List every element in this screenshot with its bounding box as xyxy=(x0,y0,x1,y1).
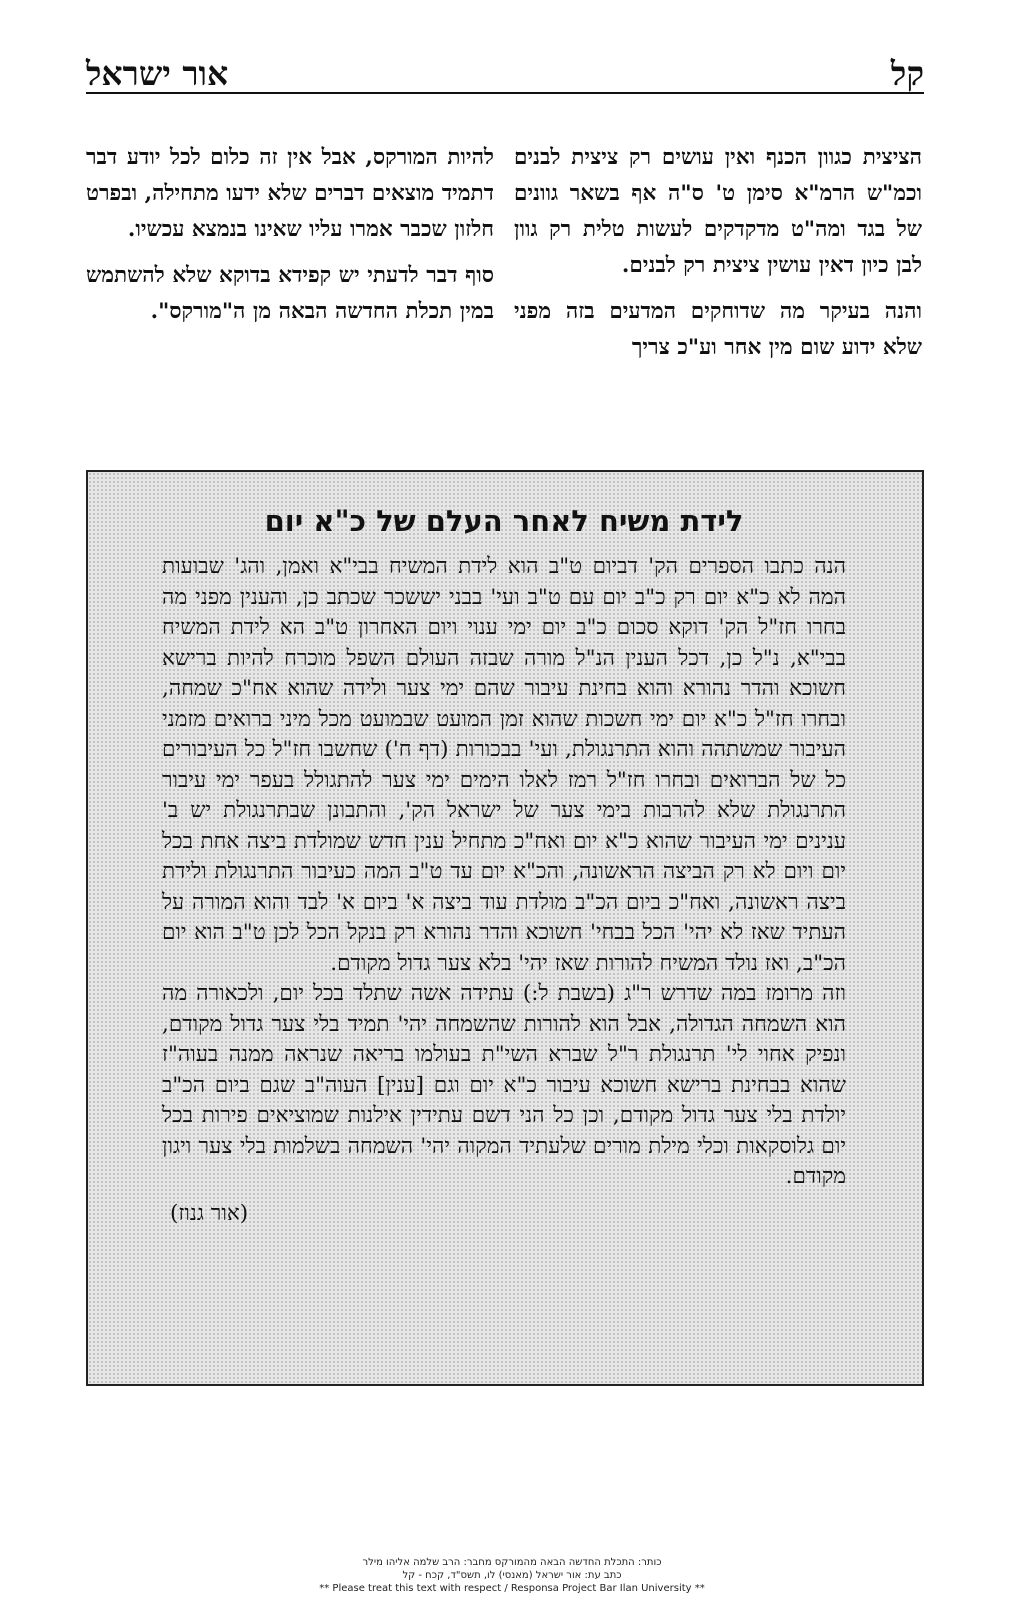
left-text-column xyxy=(86,140,494,340)
column-paragraph: הציצית כגוון הכנף ואין עושים רק ציצית לבנים וכמ"ש הרמ"א סימן ט' ס"ה אף בשאר גוונים של בגד ומה"ט מדקדקים לעשות טלית רק גוון לבן כיון דאין עושין ציצית רק לבנים. xyxy=(514,145,922,278)
footer-title-author: כותר: התכלת החדשה הבאה מהמורקס מחבר: הרב שלמה אליהו מילר xyxy=(362,1557,662,1568)
column-paragraph: להיות המורקס, אבל אין זה כלום לכל יודע דבר דתמיד מוצאים דברים שלא ידעו מתחילה, ובפרט חלזון שכבר אמרו עליו שאינו בנמצא עכשיו. xyxy=(86,145,494,242)
page-header xyxy=(86,52,924,94)
boxed-article-paragraph: וזה מרומז במה שדרש ר"ג (בשבת ל:) עתידה אשה שתלד בכל יום, ולכאורה מה הוא השמחה הגדולה, אבל הוא להורות שהשמחה יהי' תמיד בלי צער גדול מקודם, ונפיק אחוי לי' תרנגולת ר"ל שברא השי"ת בעולמו בריאה שנראה ממנה בעוה"ז שהוא בבחינת ברישא חשוכא עיבור כ"א יום וגם [ענין] העוה"ב שגם ביום הכ"ב יולדת בלי צער גדול מקודם, וכן כל הני דשם עתידין אילנות שמוציאים פירות בכל יום גלוסקאות וכלי מילת מורים שלעתיד המקוה יהי' השמחה בשלמות בלי צער ויגון מקודם. xyxy=(162,981,846,1189)
footer-journal-citation: כתב עת: אור ישראל (מאנסי) לו, תשס"ד, קכח - קל xyxy=(402,1570,622,1581)
journal-title: אור ישראל xyxy=(86,54,229,93)
boxed-article-body xyxy=(162,552,846,1193)
page-footer xyxy=(0,1556,1024,1595)
column-paragraph: והנה בעיקר מה שדוחקים המדעים בזה מפני שלא ידוע שום מין אחר וע"כ צריך xyxy=(514,299,922,360)
column-paragraph: סוף דבר לדעתי יש קפידא בדוקא שלא להשתמש במין תכלת החדשה הבאה מן ה"מורקס". xyxy=(86,263,494,324)
page-number: קל xyxy=(890,54,924,93)
footer-notice: ** Please treat this text with respect / Responsa Project Bar Ilan University ** xyxy=(319,1583,705,1594)
boxed-article-source: (אור גנוז) xyxy=(170,1200,249,1226)
right-text-column xyxy=(514,140,922,376)
boxed-article-paragraph: הנה כתבו הספרים הק' דביום ט"ב הוא לידת המשיח בבי"א ואמן, והג' שבועות המה לא כ"א יום רק כ"ב יום עם ט"ב ועי' בבני יששכר שכתב כן, והענין מפני מה בחרו חז"ל הק' דוקא סכום כ"ב יום ימי ענוי ויום האחרון ט"ב הא לידת המשיח בבי"א, נ"ל כן, דכל הענין הנ"ל מורה שבזה העולם השפל מוכרח להיות ברישא חשוכא והדר נהורא והוא בחינת עיבור שהם ימי צער ולידה שהוא אח"כ שמחה, ובחרו חז"ל כ"א יום ימי חשכות שהוא זמן המועט שבמועט מכל מיני ברואים מזמני העיבור שמשתהה והוא התרנגולת, ועי' בבכורות (דף ח') שחשבו חז"ל כל העיבורים כל של הברואים ובחרו חז"ל רמז לאלו הימים ימי צער להתגולל בעפר ימי עיבור התרנגולת שלא להרבות בימי צער של ישראל הק', והתבונן שבתרנגולת יש ב' ענינים ימי העיבור שהוא כ"א יום ואח"כ מתחיל ענין חדש שמולדת ביצה אחת בכל יום ויום לא רק הביצה הראשונה, והכ"א יום עד ט"ב המה כעיבור התרנגולת ולידת ביצה ראשונה, ואח"כ ביום הכ"ב מולדת עוד ביצה א' ביום א' לבד והוא המורה על העתיד שאז לא יהי' הכל בבחי' חשוכא והדר נהורא רק בנקל הכל לכן ט"ב הוא יום הכ"ב, ואז נולד המשיח להורות שאז יהי' בלא צער גדול מקודם. xyxy=(162,554,846,976)
boxed-article-title: לידת משיח לאחר העלם של כ"א יום xyxy=(264,504,744,538)
boxed-article xyxy=(86,470,924,1386)
